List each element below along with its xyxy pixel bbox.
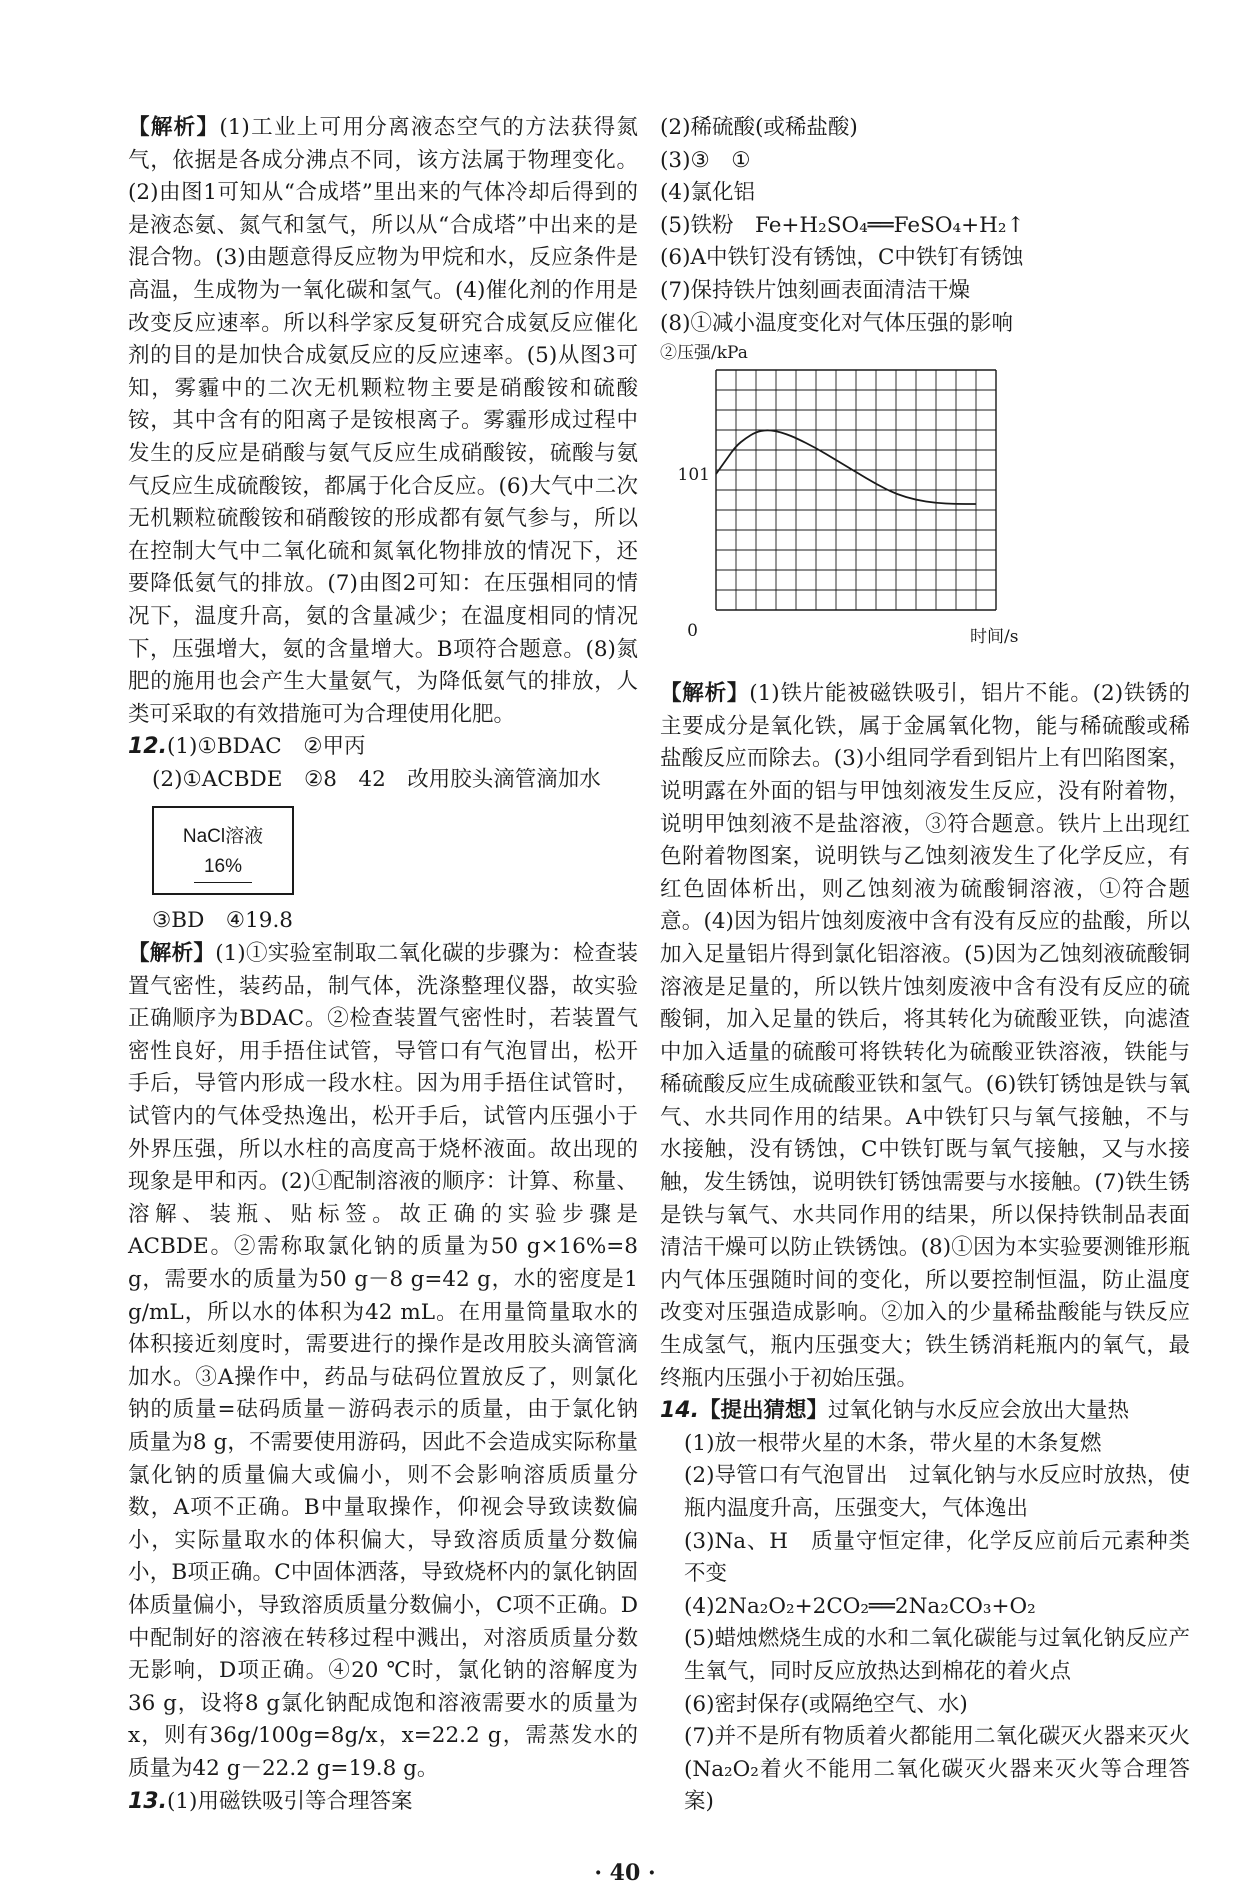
y-axis-label: ②压强/kPa: [660, 343, 748, 364]
q12-analysis: [128, 938, 638, 1785]
label-concentration: 16%: [194, 852, 252, 883]
page-number: · 40 ·: [594, 1860, 656, 1886]
q13-answer-line: (6)A中铁钉没有锈蚀，C中铁钉有锈蚀: [660, 245, 1024, 271]
q14-answer-line: (5)蜡烛燃烧生成的水和二氧化碳能与过氧化钠反应产生氧气，同时反应放热达到棉花的着火点: [684, 1626, 1190, 1684]
label-solution-name: NaCl溶液: [182, 826, 264, 848]
q14-answer-line: (2)导管口有气泡冒出 过氧化钠与水反应时放热，使瓶内温度升高，压强变大，气体逸出: [684, 1463, 1190, 1521]
q13-answer-line: (3)③ ①: [660, 147, 751, 173]
q14-answer-line: (7)并不是所有物质着火都能用二氧化碳灭火器来灭火(Na₂O₂着火不能用二氧化碳灭火器来灭火等合理答案): [684, 1724, 1190, 1815]
q12-answer-line: ③BD ④19.8: [152, 908, 293, 934]
q14-answer-line: (1)放一根带火星的木条，带火星的木条复燃: [684, 1430, 1102, 1456]
left-column: [128, 112, 638, 1818]
q13-answer-line: (2)稀硫酸(或稀盐酸): [660, 115, 858, 140]
y-tick-label: 101: [677, 465, 710, 486]
q14-answer-line: (4)2Na₂O₂+2CO₂══2Na₂CO₃+O₂: [684, 1593, 1036, 1619]
question-number: 14.: [660, 1398, 699, 1424]
pressure-chart: [660, 342, 1190, 672]
q13-answer-line: (7)保持铁片蚀刻画表面清洁干燥: [660, 277, 970, 303]
analysis-text: (1)①实验室制取二氧化碳的步骤为：检查装置气密性，装药品，制气体，洗涤整理仪器，故实验正确顺序为BDAC。②检查装置气密性时，若装置气密性良好，用手捂住试管，导管口有气泡冒出，松开手后，导管内形成一段水柱。因为用手捂住试管时，试管内的气体受热逸出，松开手后，试管内压强小于外界压强，所以水柱的高度高于烧杯液面。故出现的现象是甲和丙。(2)①配制溶液的顺序：计算、称量、溶解、装瓶、贴标签。故正确的实验步骤是ACBDE。②需称取氯化钠的质量为50 g×16%=8 g，需要水的质量为50 g－8 g=42 g，水的密度是1 g/mL，所以水的体积为42 mL。在用量筒量取水的体积接近刻度时，需要进行的操作是改用胶头滴管滴加水。③A操作中，药品与砝码位置放反了，则氯化钠的质量=砝码质量－游码表示的质量，由于氯化钠质量为8 g，不需要使用游码，因此不会造成实际称量氯化钠的质量偏大或偏小，则不会影响溶质质量分数，A项不正确。B中量取操作，仰视会导致读数偏小，实际量取水的体积偏大，导致溶质质量分数偏小，B项正确。C中固体洒落，导致烧杯内的氯化钠固体质量偏小，导致溶质质量分数偏小，C项不正确。D中配制好的溶液在转移过程中溅出，对溶质质量分数无影响，D项正确。④20 ℃时，氯化钠的溶解度为36 g，设将8 g氯化钠配成饱和溶液需要水的质量为x，则有36g/100g=8g/x，x=22.2 g，需蒸发水的质量为42 g－22.2 g=19.8 g。: [128, 941, 638, 1781]
question-number: 12.: [128, 734, 167, 760]
reagent-label: [152, 806, 294, 895]
x-axis-label: 时间/s: [970, 627, 1019, 648]
analysis-tag: 【解析】: [660, 681, 750, 707]
q14-answer-line: [660, 1395, 1190, 1428]
q13-answer-line: (4)氯化铝: [660, 180, 755, 206]
pressure-curve: [716, 430, 976, 504]
q13-answer-line: [128, 1786, 638, 1819]
section-tag: 【提出猜想】: [698, 1398, 828, 1424]
origin-label: 0: [687, 621, 698, 642]
q12-answer-line: [128, 731, 638, 764]
right-column: [660, 112, 1190, 1819]
analysis-text: (1)工业上可用分离液态空气的方法获得氮气，依据是各成分沸点不同，该方法属于物理变化。(2)由图1可知从“合成塔”里出来的气体冷却后得到的是液态氨、氮气和氢气，所以从“合成塔”中出来的是混合物。(3)由题意得反应物为甲烷和水，反应条件是高温，生成物为一氧化碳和氢气。(4)催化剂的作用是改变反应速率。所以科学家反复研究合成氨反应催化剂的目的是加快合成氨反应的反应速率。(5)从图3可知，雾霾中的二次无机颗粒物主要是硝酸铵和硫酸铵，其中含有的阳离子是铵根离子。雾霾形成过程中发生的反应是硝酸与氨气反应生成硝酸铵，硫酸与氨气反应生成硫酸铵，都属于化合反应。(6)大气中二次无机颗粒硫酸铵和硝酸铵的形成都有氨气参与，所以在控制大气中二氧化硫和氮氧化物排放的情况下，还要降低氨气的排放。(7)由图2可知：在压强相同的情况下，温度升高，氨的含量减少；在温度相同的情况下，压强增大，氨的含量增大。B项符合题意。(8)氮肥的施用也会产生大量氨气，为降低氨气的排放，人类可采取的有效措施可为合理使用化肥。: [128, 115, 638, 727]
chart-grid: [716, 370, 996, 610]
q13-answer-line: (5)铁粉 Fe+H₂SO₄══FeSO₄+H₂↑: [660, 212, 1025, 238]
answer-text: 过氧化钠与水反应会放出大量热: [828, 1398, 1130, 1424]
q13-answer-line: (8)①减小温度变化对气体压强的影响: [660, 310, 1013, 336]
label-container: [128, 806, 638, 895]
question-number: 13.: [128, 1788, 167, 1814]
answer-text: (1)用磁铁吸引等合理答案: [166, 1788, 413, 1814]
q12-answer-line: (2)①ACBDE ②8 42 改用胶头滴管滴加水: [152, 766, 601, 792]
q14-answer-line: (3)Na、H 质量守恒定律，化学反应前后元素种类不变: [684, 1528, 1190, 1587]
answer-text: (1)①BDAC ②甲丙: [166, 734, 366, 760]
analysis-text: (1)铁片能被磁铁吸引，铝片不能。(2)铁锈的主要成分是氧化铁，属于金属氧化物，能与稀硫酸或稀盐酸反应而除去。(3)小组同学看到铝片上有凹陷图案，说明露在外面的铝与甲蚀刻液发生反应，没有附着物，说明甲蚀刻液不是盐溶液，③符合题意。铁片上出现红色附着物图案，说明铁与乙蚀刻液发生了化学反应，有红色固体析出，则乙蚀刻液为硫酸铜溶液，①符合题意。(4)因为铝片蚀刻废液中含有没有反应的盐酸，所以加入足量铝片得到氯化铝溶液。(5)因为乙蚀刻液硫酸铜溶液是足量的，所以铁片蚀刻废液中含有没有反应的硫酸铜，加入足量的铁后，将其转化为硫酸亚铁，向滤渣中加入适量的硫酸可将铁转化为硫酸亚铁溶液，铁能与稀硫酸反应生成硫酸亚铁和氢气。(6)铁钉锈蚀是铁与氧气、水共同作用的结果。A中铁钉只与氧气接触，不与水接触，没有锈蚀，C中铁钉既与氧气接触，又与水接触，发生锈蚀，说明铁钉锈蚀需要与水接触。(7)铁生锈是铁与氧气、水共同作用的结果，所以保持铁制品表面清洁干燥可以防止铁锈蚀。(8)①因为本实验要测锥形瓶内气体压强随时间的变化，所以要控制恒温，防止温度改变对压强造成影响。②加入的少量稀盐酸能与铁反应生成氢气，瓶内压强变大；铁生锈消耗瓶内的氧气，最终瓶内压强小于初始压强。: [660, 681, 1190, 1391]
analysis-tag: 【解析】: [128, 115, 220, 140]
pressure-chart-svg: [660, 342, 1190, 672]
analysis-tag: 【解析】: [128, 941, 216, 967]
q13-analysis: [660, 678, 1190, 1395]
q11-analysis: [128, 112, 638, 731]
q14-answer-line: (6)密封保存(或隔绝空气、水): [684, 1691, 968, 1717]
